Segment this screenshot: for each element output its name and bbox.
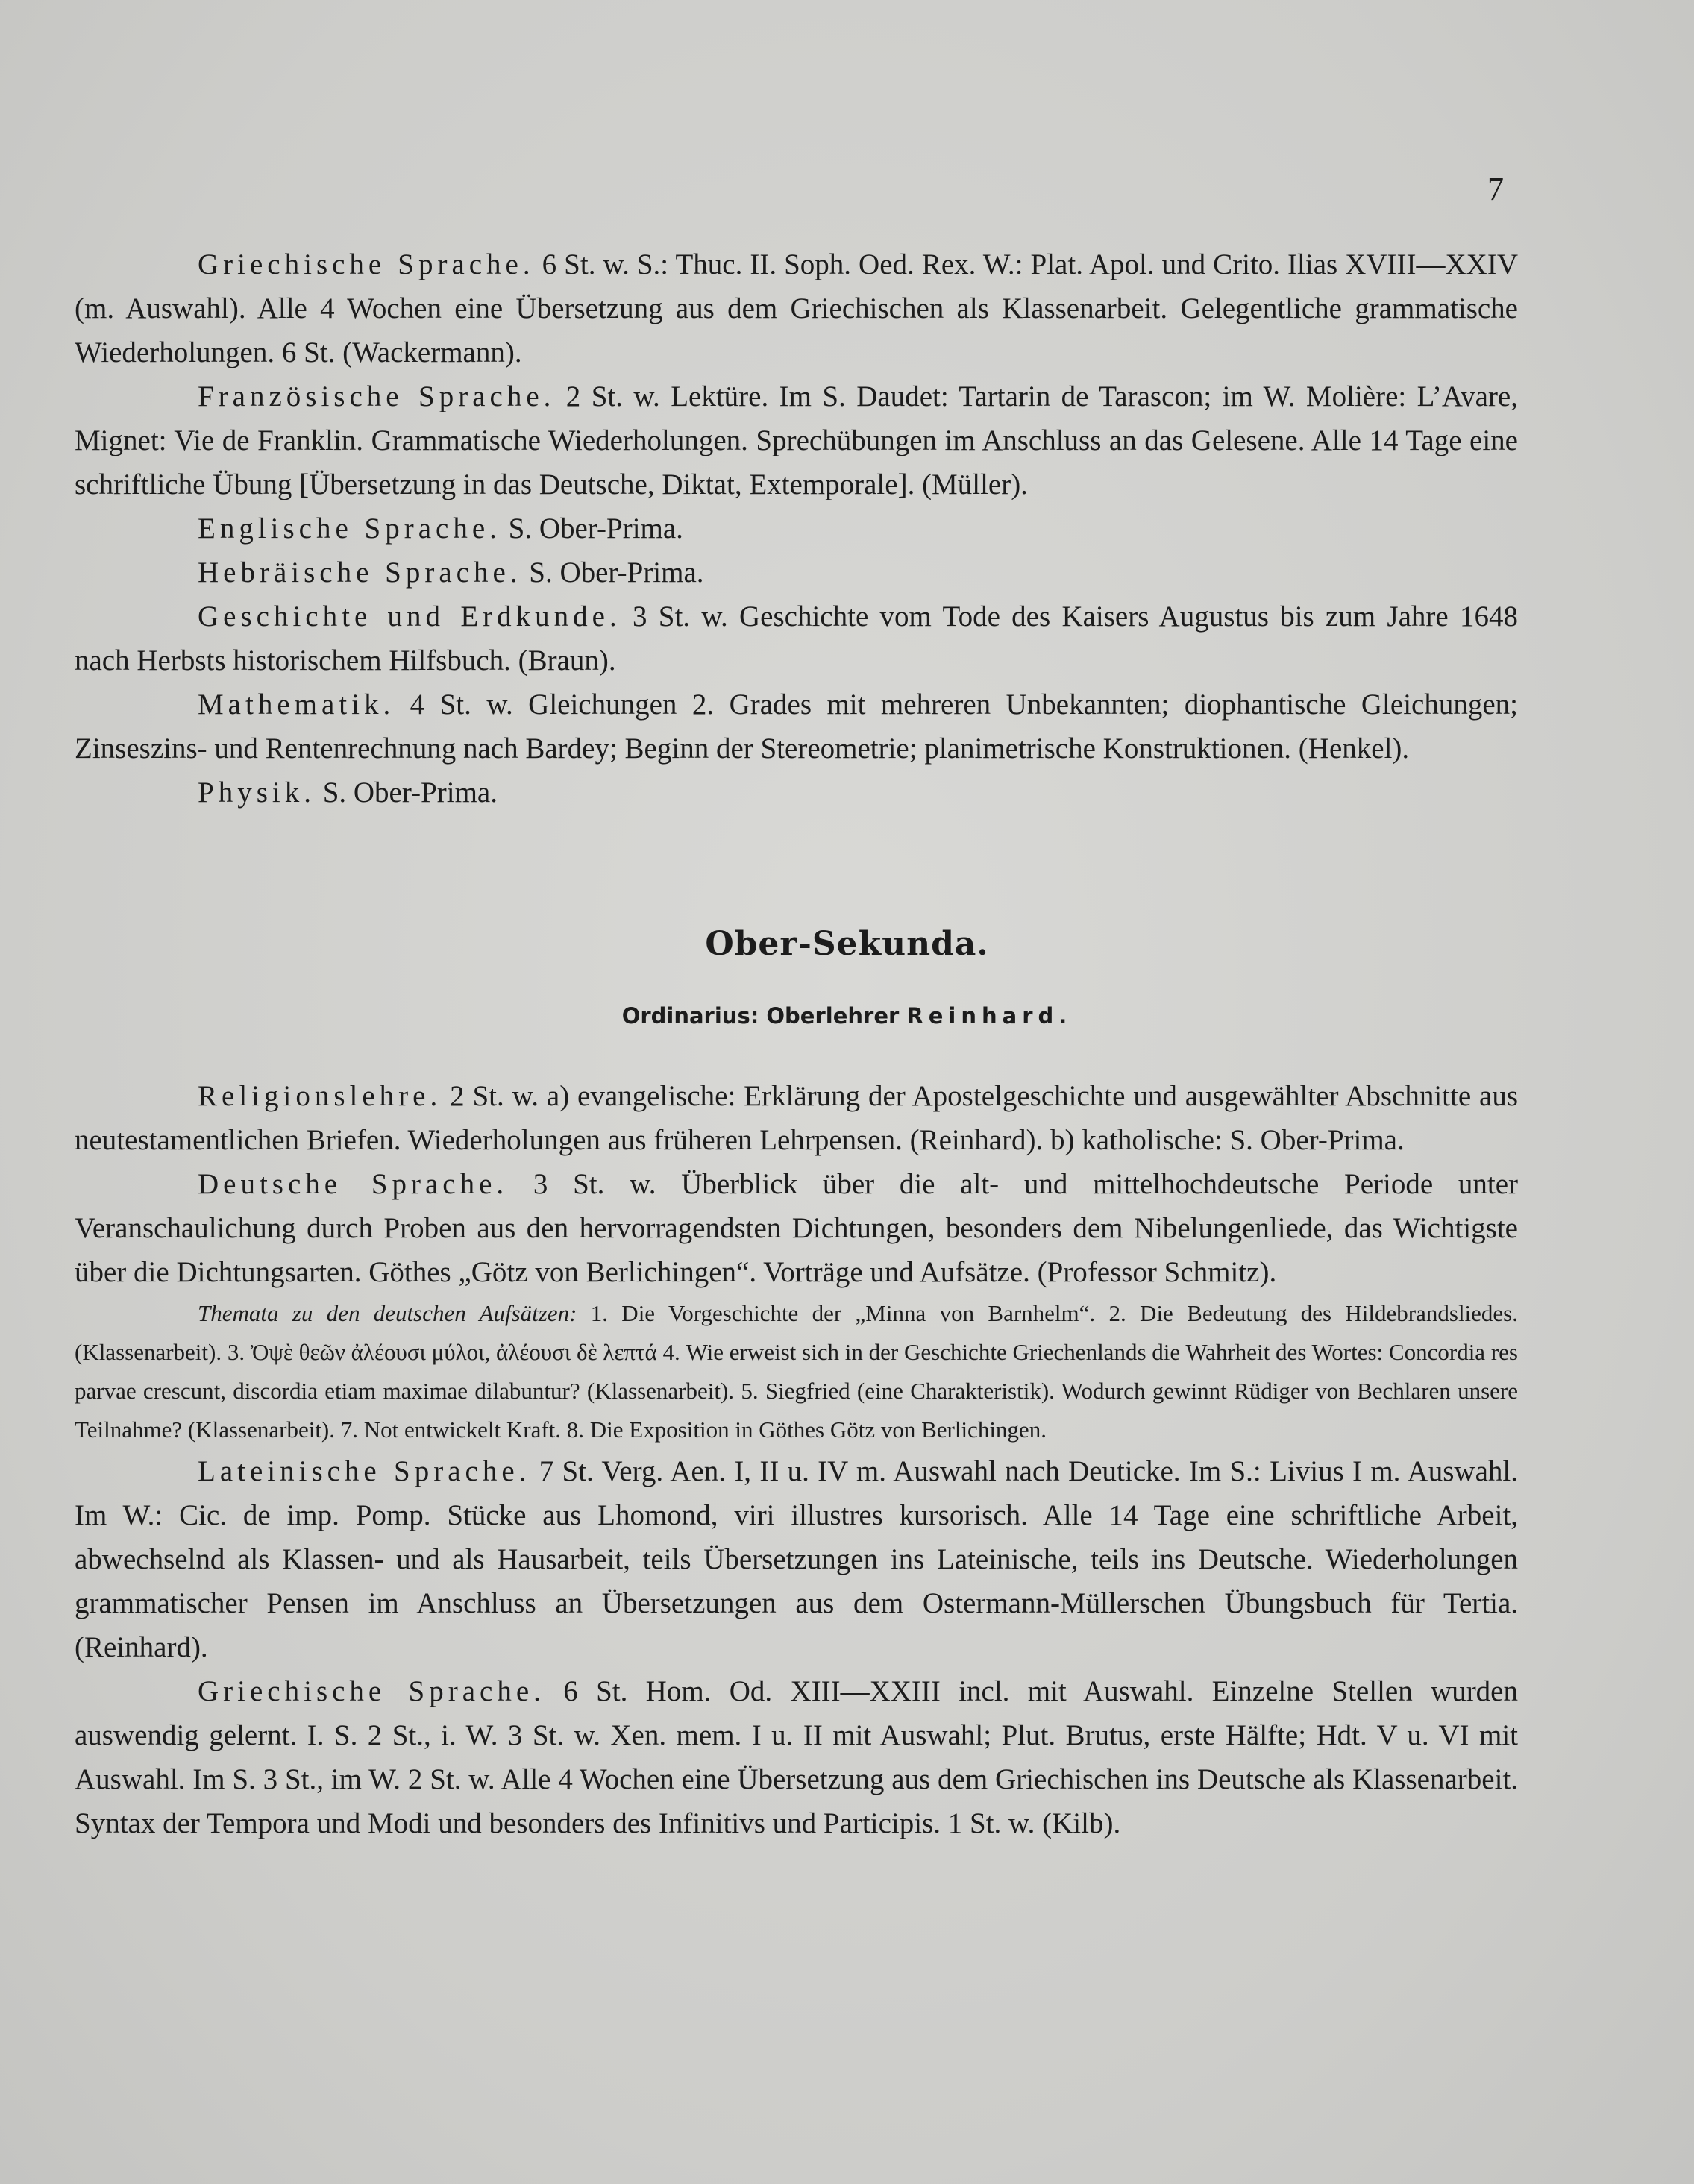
subject-label: Deutsche Sprache.: [198, 1168, 509, 1200]
ordinarius-line: [0, 1003, 1694, 1029]
paragraph-text: 2 St. w. a) evangelische: Erklärung der Apostelgeschichte und ausgewählter Abschnitte aus neutestamentlichen Briefen. Wiederholungen aus früheren Lehrpensen. (Reinhard). b) katholische: S. Ober-Prima.: [75, 1080, 1518, 1156]
paragraph-text: 4 St. w. Gleichungen 2. Grades mit mehreren Unbekannten; diophantische Gleichungen; Zinseszins- und Rentenrechnung nach Bardey; Beginn der Stereometrie; planimetrische Konstruktionen. (Henkel).: [75, 688, 1518, 765]
paragraph-text: 6 St. Hom. Od. XIII—XXIII incl. mit Auswahl. Einzelne Stellen wurden auswendig gelernt. I. S. 2 St., i. W. 3 St. w. Xen. mem. I u. II mit Auswahl; Plut. Brutus, erste Hälfte; Hdt. V u. VI mit Auswahl. Im S. 3 St., im W. 2 St. w. Alle 4 Wochen eine Übersetzung aus dem Griechischen ins Deutsche als Klassenarbeit. Syntax der Tempora und Modi und besonders des Infinitivs und Participis. 1 St. w. (Kilb).: [75, 1675, 1518, 1839]
paragraph-englisch: [75, 506, 1518, 550]
subject-label: Griechische Sprache.: [198, 1675, 545, 1707]
subject-label: Religionslehre.: [198, 1080, 442, 1112]
paragraph-geschichte: [75, 594, 1518, 682]
subject-label: Griechische Sprache.: [198, 248, 535, 280]
paragraph-latein: [75, 1449, 1518, 1669]
paragraph-text: S. Ober-Prima.: [501, 512, 683, 545]
paragraph-deutsch: [75, 1162, 1518, 1294]
themata-label: Themata zu den deutschen Aufsätzen:: [198, 1300, 577, 1326]
page-number: 7: [1487, 171, 1504, 207]
subject-label: Englische Sprache.: [198, 512, 501, 545]
section-title: Ober-Sekunda.: [705, 925, 989, 963]
paragraph-text: 3 St. w. Überblick über die alt- und mittelhochdeutsche Periode unter Veranschaulichung durch Proben aus den hervorragendsten Dichtungen, besonders dem Nibelungenliede, das Wichtigste über die Dichtungsarten. Göthes „Götz von Berlichingen“. Vorträge und Aufsätze. (Professor Schmitz).: [75, 1168, 1518, 1288]
paragraph-religion: [75, 1074, 1518, 1162]
ordinarius-name: Reinhard.: [906, 1003, 1073, 1029]
subject-label: Geschichte und Erdkunde.: [198, 600, 621, 633]
paragraph-text: 7 St. Verg. Aen. I, II u. IV m. Auswahl nach Deuticke. Im S.: Livius I m. Auswahl. Im W.: Cic. de imp. Pomp. Stücke aus Lhomond, viri illustres kursorisch. Alle 14 Tage eine schriftliche Arbeit, abwechselnd als Klassen- und als Hausarbeit, teils Übersetzungen ins Lateinische, teils ins Deutsche. Wiederholungen grammatischer Pensen im Anschluss an Übersetzungen aus dem Ostermann-Müllerschen Übungsbuch für Tertia. (Reinhard).: [75, 1455, 1518, 1663]
bottom-text-block: [75, 1074, 1518, 1845]
paragraph-mathematik: [75, 682, 1518, 771]
top-text-block: [75, 242, 1518, 815]
ordinarius-label: Ordinarius: Oberlehrer: [621, 1003, 900, 1029]
paragraph-franzoesisch: [75, 374, 1518, 506]
paragraph-hebraeisch: [75, 550, 1518, 594]
subject-label: Französische Sprache.: [198, 380, 556, 412]
subject-label: Physik.: [198, 776, 316, 809]
paragraph-text: 6 St. w. S.: Thuc. II. Soph. Oed. Rex. W.: Plat. Apol. und Crito. Ilias XVIII—XXIV (m. Auswahl). Alle 4 Wochen eine Übersetzung aus dem Griechischen als Klassenarbeit. Gelegentliche grammatische Wiederholungen. 6 St. (Wackermann).: [75, 248, 1518, 368]
paragraph-physik: [75, 771, 1518, 815]
subject-label: Hebräische Sprache.: [198, 556, 522, 589]
paragraph-text: S. Ober-Prima.: [521, 556, 704, 589]
paragraph-griechisch: [75, 242, 1518, 374]
themata-text: 1. Die Vorgeschichte der „Minna von Barnhelm“. 2. Die Bedeutung des Hildebrandsliedes. (Klassenarbeit). 3. Ὀψὲ θεῶν ἀλέουσι μύλοι, ἀλέουσι δὲ λεπτά 4. Wie erweist sich in der Geschichte Griechenlands die Wahrheit des Wortes: Concordia res parvae crescunt, discordia etiam maximae dilabuntur? (Klassenarbeit). 5. Siegfried (eine Charakteristik). Wodurch gewinnt Rüdiger von Bechlaren unsere Teilnahme? (Klassenarbeit). 7. Not entwickelt Kraft. 8. Die Exposition in Göthes Götz von Berlichingen.: [75, 1300, 1518, 1443]
paragraph-text: 2 St. w. Lektüre. Im S. Daudet: Tartarin de Tarascon; im W. Molière: L’Avare, Mignet: Vie de Franklin. Grammatische Wiederholungen. Sprechübungen im Anschluss an das Gelesene. Alle 14 Tage eine schriftliche Übung [Übersetzung in das Deutsche, Diktat, Extemporale]. (Müller).: [75, 380, 1518, 501]
subject-label: Lateinische Sprache.: [198, 1455, 531, 1487]
paragraph-text: S. Ober-Prima.: [315, 776, 498, 809]
paragraph-griechisch-2: [75, 1669, 1518, 1845]
subject-label: Mathematik.: [198, 688, 395, 721]
paragraph-text: 3 St. w. Geschichte vom Tode des Kaisers Augustus bis zum Jahre 1648 nach Herbsts historischem Hilfsbuch. (Braun).: [75, 600, 1518, 677]
themata-paragraph: [75, 1294, 1518, 1449]
